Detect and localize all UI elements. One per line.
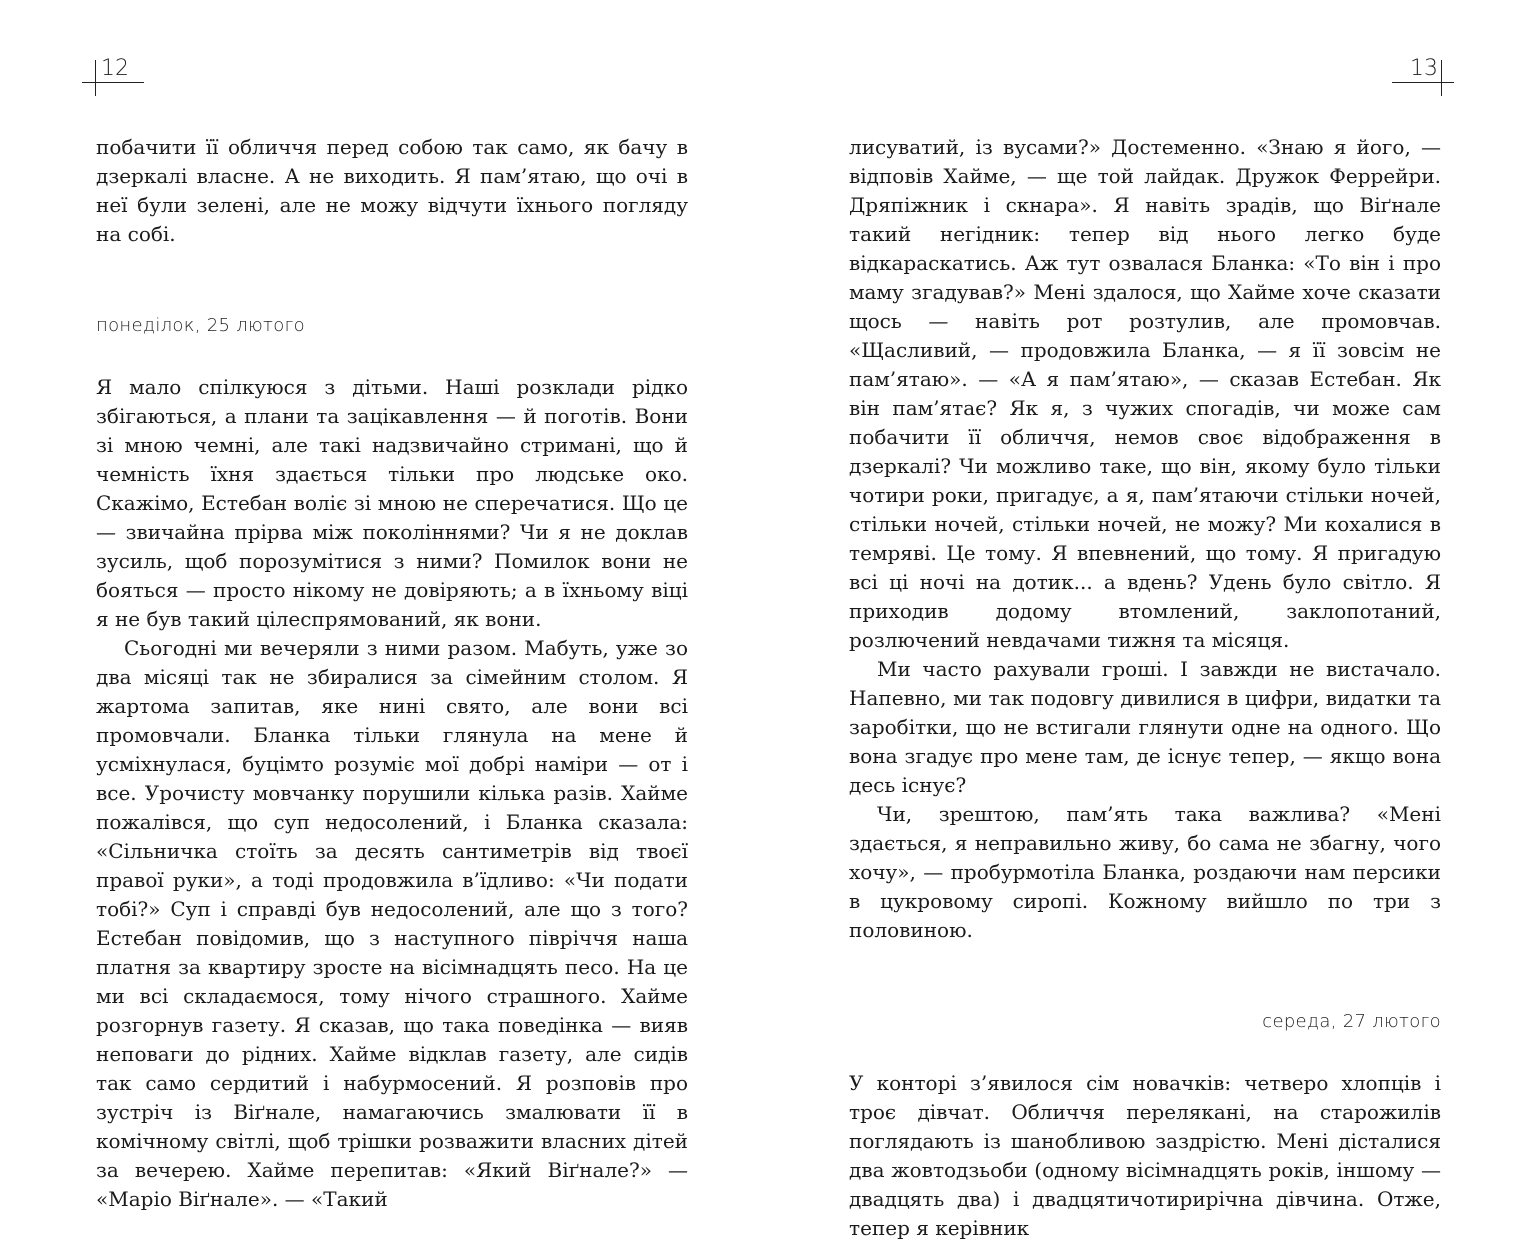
right-page-text xyxy=(849,133,1441,1243)
right-page-number: 13 xyxy=(1410,56,1438,81)
diary-date-heading: понеділок, 25 лютого xyxy=(96,315,305,336)
left-page-text xyxy=(96,133,688,1214)
left-header-tick xyxy=(95,60,96,96)
left-header-rule xyxy=(82,82,144,83)
right-paragraph-3: Чи, зрештою, пам’ять така важлива? «Мені здається, я неправильно живу, бо сама не збагну, чого хочу», — пробурмотіла Бланка, роздаючи нам персики в цукровому сиропі. Кожному вийшло по три з половиною. xyxy=(849,802,1441,942)
right-paragraph-4: У конторі з’явилося сім новачків: четверо хлопців і троє дівчат. Обличчя перелякані, на старожилів поглядають із шанобливою заздрістю. Мені дісталися два жовтодзьоби (одному вісімнадцять років, іншому — двадцять два) і двадцятичотирирічна дівчина. Отже, тепер я керівник xyxy=(849,1071,1441,1240)
left-paragraph-continued: побачити її обличчя перед собою так само, як бачу в дзеркалі власне. А не виходить. Я пам’ятаю, що очі в неї були зелені, але не можу відчути їхнього погляду на собі. xyxy=(96,135,688,246)
right-header-tick xyxy=(1441,60,1442,96)
diary-date-heading: середа, 27 лютого xyxy=(1262,1011,1441,1032)
left-page-number: 12 xyxy=(101,56,129,81)
right-header-rule xyxy=(1392,82,1454,83)
right-paragraph-2: Ми часто рахували гроші. І завжди не вистачало. Напевно, ми так подовгу дивилися в цифри, видатки та заробітки, що не встигали глянути одне на одного. Що вона згадує про мене там, де існує тепер, — якщо вона десь існує? xyxy=(849,657,1441,797)
left-paragraph-2: Сьогодні ми вечеряли з ними разом. Мабуть, уже зо два місяці так не збиралися за сімейним столом. Я жартома запитав, яке нині свято, але вони всі промовчали. Бланка тільки глянула на мене й усміхнулася, буцімто розуміє мої добрі наміри — от і все. Урочисту мовчанку порушили кілька разів. Хайме пожалівся, що суп недосолений, і Бланка сказала: «Сільничка стоїть за десять сантиметрів від твоєї правої руки», а тоді продовжила в’їдливо: «Чи подати тобі?» Суп і справді був недосолений, але що з того? Естебан повідомив, що з наступного півріччя наша платня за квартиру зросте на вісімнадцять песо. На це ми всі складаємося, тому нічого страшного. Хайме розгорнув газету. Я сказав, що така поведінка — вияв неповаги до рідних. Хайме відклав газету, але сидів так само сердитий і набурмосений. Я розповів про зустріч із Віґнале, намагаючись змалювати її в комічному світлі, щоб трішки розважити власних дітей за вечерею. Хайме перепитав: «Який Віґнале?» — «Маріо Віґнале». — «Такий xyxy=(96,636,688,1211)
left-paragraph-1: Я мало спілкуюся з дітьми. Наші розклади рідко збігаються, а плани та зацікавлення — й поготів. Вони зі мною чемні, але такі надзвичайно стримані, що й чемність їхня здається тільки про людське око. Скажімо, Естебан воліє зі мною не сперечатися. Що це — звичайна прірва між поколіннями? Чи я не доклав зусиль, щоб порозумітися з ними? Помилок вони не бояться — просто нікому не довіряють; а в їхньому віці я не був такий цілеспрямований, як вони. xyxy=(96,375,688,631)
right-paragraph-1: лисуватий, із вусами?» Достеменно. «Знаю я його, — відповів Хайме, — ще той лайдак. Дружок Феррейри. Дряпіжник і скнара». Я навіть зрадів, що Віґнале такий негідник: тепер від нього легко буде відкараскатись. Аж тут озвалася Бланка: «То він і про маму згадував?» Мені здалося, що Хайме хоче сказати щось — навіть рот розтулив, але промовчав. «Щасливий, — продовжила Бланка, — я її зовсім не пам’ятаю». — «А я пам’ятаю», — сказав Естебан. Як він пам’ятає? Як я, з чужих спогадів, чи може сам побачити її обличчя, немов своє відображення в дзеркалі? Чи можливо таке, що він, якому було тільки чотири роки, пригадує, а я, пам’ятаючи стільки ночей, стільки ночей, стільки ночей, не можу? Ми кохалися в темряві. Це тому. Я впевнений, що тому. Я пригадую всі ці ночі на дотик... а вдень? Удень було світло. Я приходив додому втомлений, заклопотаний, розлючений невдачами тижня та місяця. xyxy=(849,135,1441,652)
